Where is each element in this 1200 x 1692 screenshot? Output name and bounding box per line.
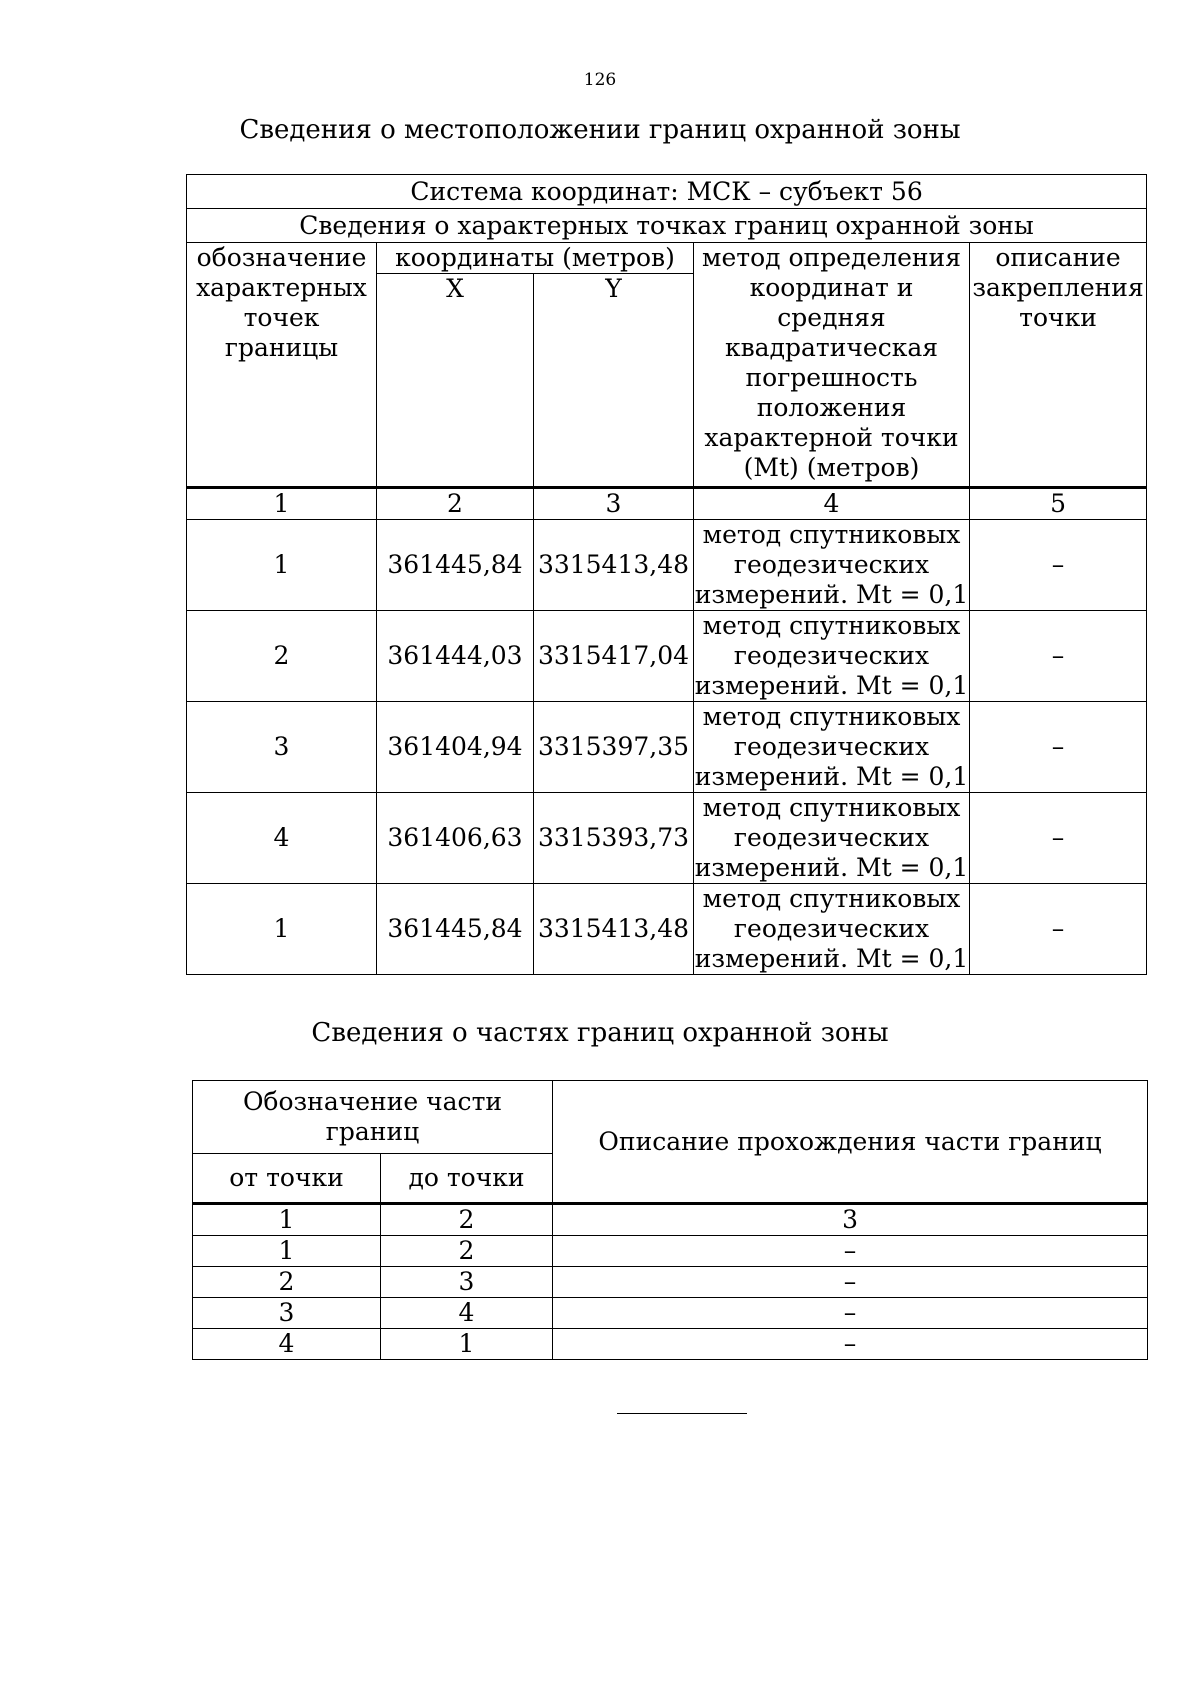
coordinate-system: Система координат: МСК – субъект 56	[187, 175, 1147, 209]
y-coordinate: 3315393,73	[534, 793, 694, 884]
method-text: метод спутниковых геодезических измерений. Mt = 0,1	[694, 793, 969, 882]
method-text: метод спутниковых геодезических измерений. Mt = 0,1	[694, 702, 969, 791]
table-row	[187, 702, 1147, 793]
x-coordinate: 361445,84	[377, 520, 534, 611]
column-index: 5	[970, 488, 1147, 520]
part-description: –	[553, 1298, 1148, 1329]
fixing-description: –	[970, 702, 1147, 793]
table-row	[193, 1236, 1148, 1267]
table-row	[187, 520, 1147, 611]
table-row	[193, 1298, 1148, 1329]
table-row	[187, 884, 1147, 975]
closing-divider	[617, 1413, 747, 1414]
y-coordinate: 3315413,48	[534, 884, 694, 975]
header-y: Y	[534, 274, 694, 488]
to-point: 1	[381, 1329, 553, 1360]
to-point: 2	[381, 1236, 553, 1267]
x-coordinate: 361445,84	[377, 884, 534, 975]
column-index: 2	[377, 488, 534, 520]
fixing-description: –	[970, 884, 1147, 975]
from-point: 1	[193, 1236, 381, 1267]
y-coordinate: 3315397,35	[534, 702, 694, 793]
page-number: 126	[583, 70, 617, 90]
table-subtitle: Сведения о характерных точках границ охранной зоны	[187, 209, 1147, 243]
point-number: 1	[187, 520, 377, 611]
header-from-point: от точки	[193, 1154, 381, 1204]
x-coordinate: 361404,94	[377, 702, 534, 793]
header-x: X	[377, 274, 534, 488]
column-index: 2	[381, 1204, 553, 1236]
point-number: 4	[187, 793, 377, 884]
table-row	[193, 1329, 1148, 1360]
section-title-boundary-parts: Сведения о частях границ охранной зоны	[311, 1018, 889, 1048]
from-point: 4	[193, 1329, 381, 1360]
boundary-parts-table	[192, 1080, 1148, 1360]
y-coordinate: 3315413,48	[534, 520, 694, 611]
column-index: 4	[694, 488, 970, 520]
header-to-point: до точки	[381, 1154, 553, 1204]
point-number: 2	[187, 611, 377, 702]
y-coordinate: 3315417,04	[534, 611, 694, 702]
method-text: метод спутниковых геодезических измерений. Mt = 0,1	[694, 520, 969, 609]
part-description: –	[553, 1329, 1148, 1360]
table-row	[193, 1267, 1148, 1298]
header-part-designation: Обозначение части границ	[193, 1081, 553, 1154]
point-number: 3	[187, 702, 377, 793]
part-description: –	[553, 1236, 1148, 1267]
to-point: 3	[381, 1267, 553, 1298]
boundary-points-table	[186, 174, 1147, 975]
from-point: 2	[193, 1267, 381, 1298]
part-description: –	[553, 1267, 1148, 1298]
table-row	[187, 611, 1147, 702]
fixing-description: –	[970, 520, 1147, 611]
header-coordinates: координаты (метров)	[377, 243, 694, 274]
x-coordinate: 361406,63	[377, 793, 534, 884]
fixing-description: –	[970, 793, 1147, 884]
column-index: 1	[193, 1204, 381, 1236]
to-point: 4	[381, 1298, 553, 1329]
x-coordinate: 361444,03	[377, 611, 534, 702]
header-method: метод определения координат и средняя квадратическая погрешность положения характерной точки (Mt) (метров)	[694, 243, 970, 488]
fixing-description: –	[970, 611, 1147, 702]
column-index: 1	[187, 488, 377, 520]
header-fixing-description: описание закрепления точки	[970, 243, 1147, 488]
method-text: метод спутниковых геодезических измерений. Mt = 0,1	[694, 884, 969, 973]
method-text: метод спутниковых геодезических измерений. Mt = 0,1	[694, 611, 969, 700]
column-index: 3	[534, 488, 694, 520]
header-part-description: Описание прохождения части границ	[553, 1081, 1148, 1204]
from-point: 3	[193, 1298, 381, 1329]
section-title-boundaries: Сведения о местоположении границ охранной зоны	[239, 115, 961, 145]
header-point-designation: обозначение характерных точек границы	[187, 243, 377, 488]
table-row	[187, 793, 1147, 884]
column-index: 3	[553, 1204, 1148, 1236]
point-number: 1	[187, 884, 377, 975]
